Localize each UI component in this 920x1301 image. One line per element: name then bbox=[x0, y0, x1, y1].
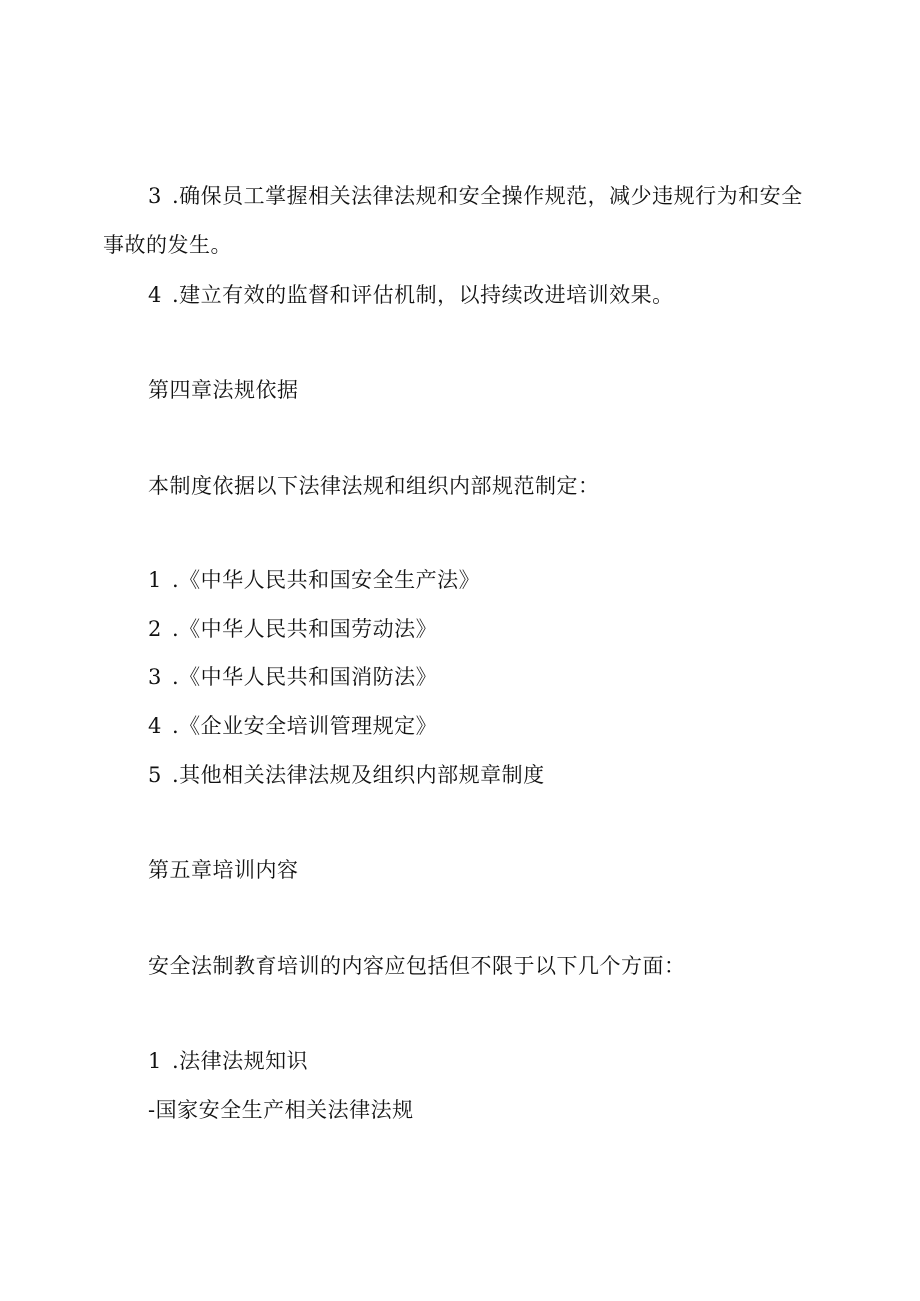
list-number: 2 bbox=[148, 617, 162, 641]
list-item bbox=[148, 663, 437, 691]
list-number: 3 bbox=[148, 665, 162, 689]
list-number: 4 bbox=[148, 283, 162, 307]
list-item bbox=[148, 712, 437, 740]
list-number: 5 bbox=[148, 763, 162, 787]
sub-item: -国家安全生产相关法律法规 bbox=[148, 1098, 414, 1122]
chapter-heading: 第四章法规依据 bbox=[148, 378, 299, 402]
list-number: 1 bbox=[148, 1049, 162, 1073]
list-text: .法律法规知识 bbox=[172, 1049, 309, 1073]
list-text: .其他相关法律法规及组织内部规章制度 bbox=[172, 763, 545, 787]
list-number: 3 bbox=[148, 184, 162, 208]
list-item bbox=[148, 615, 437, 643]
list-number: 4 bbox=[148, 714, 162, 738]
paragraph-continuation: 事故的发生。 bbox=[103, 233, 232, 257]
list-text: .《中华人民共和国劳动法》 bbox=[172, 617, 438, 641]
list-text: .《中华人民共和国安全生产法》 bbox=[172, 568, 481, 592]
list-text: .《企业安全培训管理规定》 bbox=[172, 714, 438, 738]
list-text: .建立有效的监督和评估机制，以持续改进培训效果。 bbox=[172, 283, 674, 307]
paragraph: 安全法制教育培训的内容应包括但不限于以下几个方面： bbox=[148, 954, 686, 978]
list-item bbox=[148, 1047, 308, 1075]
list-text: .确保员工掌握相关法律法规和安全操作规范，减少违规行为和安全 bbox=[172, 184, 803, 208]
list-number: 1 bbox=[148, 568, 162, 592]
list-item bbox=[148, 281, 674, 309]
list-text: .《中华人民共和国消防法》 bbox=[172, 665, 438, 689]
list-item bbox=[148, 566, 480, 594]
paragraph: 本制度依据以下法律法规和组织内部规范制定： bbox=[148, 474, 600, 498]
list-item bbox=[148, 182, 803, 210]
chapter-heading: 第五章培训内容 bbox=[148, 858, 299, 882]
list-item bbox=[148, 761, 545, 789]
